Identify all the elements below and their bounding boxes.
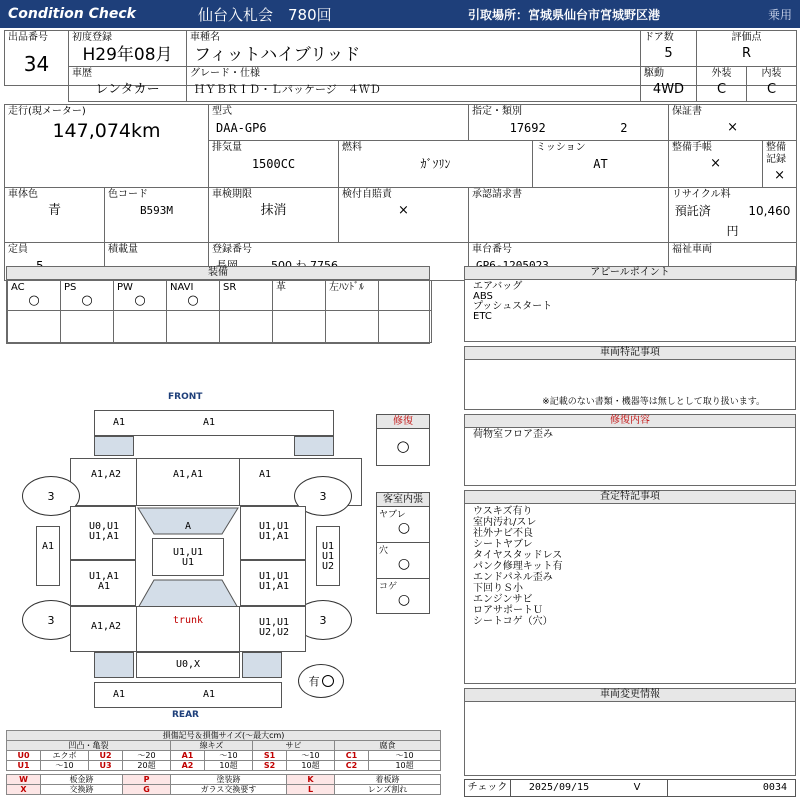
equip-label-ac: AC [11, 282, 25, 293]
equip-label-ps: PS [64, 282, 77, 293]
interior-cell [747, 67, 797, 102]
recycle-label: リサイクル料 [672, 189, 731, 200]
liability-value: × [398, 203, 409, 218]
manual-value: × [710, 156, 721, 171]
damage-diagram [0, 388, 460, 723]
label-hood-left: A1,A2 [90, 469, 122, 480]
displacement-value: 1500CC [251, 157, 296, 171]
label-rear-right-text: U1,U1 U2,U2 [258, 617, 290, 638]
equip-blank [167, 311, 220, 343]
label-rear-left: A1,A2 [90, 621, 122, 632]
interior-item-tear-value: ○ [397, 520, 411, 536]
class-value: 2 [620, 121, 628, 135]
inspection-value: 抹消 [260, 203, 287, 218]
type-cell [209, 105, 469, 141]
label-windshield: A [184, 521, 192, 532]
legend-mark-text: レンズ割れ [335, 785, 441, 795]
legend-mark-text: 板金跡 [41, 775, 123, 785]
type-label: 型式 [212, 106, 232, 117]
front-right-shade [294, 436, 334, 456]
assessment-line: ロアサポートＵ [473, 605, 543, 616]
check-number: 0034 [762, 782, 787, 793]
label-side-right [316, 542, 340, 572]
appeal-panel [464, 266, 796, 342]
plate-label: 登録番号 [212, 244, 252, 255]
appeal-title: アピールポイント [465, 267, 795, 280]
repair-content-line: 荷物室フロア歪み [473, 429, 553, 440]
color-code-cell [105, 188, 209, 243]
header-bar [0, 0, 800, 28]
designation-label: 指定・類別 [472, 106, 523, 117]
vehicle-type: 乗用 [768, 7, 793, 22]
rear-right-shade [242, 652, 282, 678]
equip-blank [326, 311, 379, 343]
label-fender-right [244, 522, 304, 542]
recycle-status: 預託済 [674, 204, 711, 218]
mission-label: ミッション [536, 142, 586, 153]
legend-group-scratch: 線キズ [171, 741, 253, 751]
rear-left-shade [94, 652, 134, 678]
assessment-line: 社外ナビ不良 [473, 528, 533, 539]
mileage-label: 走行(現メーター) [8, 106, 86, 117]
fuel-label: 燃料 [342, 142, 362, 153]
liability-label: 検付自賠責 [342, 189, 392, 200]
label-front-top-right: A1 [202, 417, 216, 428]
grade-score-value: R [741, 46, 752, 61]
legend-mark-code: X [7, 785, 41, 795]
legend-text: 〜10 [369, 751, 441, 761]
brand-title: Condition Check [8, 6, 136, 22]
spare-tire [298, 664, 344, 698]
repair-box-value: ○ [396, 437, 410, 455]
equipment-title: 装備 [7, 267, 429, 280]
assessment-line: エンドパネル歪み [473, 572, 553, 583]
equipment-table [7, 280, 432, 343]
type-value: DAA-GP6 [216, 121, 267, 135]
mileage-cell [5, 105, 209, 188]
trim-label: グレード・仕様 [190, 68, 260, 79]
legend-group-corrosion: 腐食 [335, 741, 441, 751]
wheel-front-left: 3 [22, 476, 80, 516]
legend-code: S2 [253, 761, 287, 771]
legend-code: A1 [171, 751, 205, 761]
label-door-left-text: U1,A1 A1 [88, 571, 120, 592]
designation-cell [469, 105, 669, 141]
legend-mark-code: G [123, 785, 171, 795]
assessment-line: エンジンサビ [473, 594, 533, 605]
legend-text: 〜20 [123, 751, 171, 761]
manual-label: 整備手帳 [672, 142, 713, 153]
equip-blank [220, 311, 273, 343]
designation-value: 17692 [509, 121, 546, 135]
legend-text: 〜10 [41, 761, 89, 771]
assessment-line: 室内汚れ/スレ [473, 517, 537, 528]
legend-code: C2 [335, 761, 369, 771]
equip-item-lhd [326, 281, 379, 311]
appeal-line: プッシュスタート [473, 301, 553, 312]
label-fender-left-text: U0,U1 U1,A1 [88, 521, 120, 542]
equip-item-sr [220, 281, 273, 311]
label-bumper-left: A1 [112, 689, 126, 700]
special-note: ※記載のない書類・機器等は無しとして取り扱います。 [542, 397, 765, 407]
legend-mark-code: K [287, 775, 335, 785]
inspection-label: 車検期限 [212, 189, 252, 200]
mission-value: AT [593, 157, 608, 171]
interior-item-burn-value: ○ [397, 592, 411, 608]
rear-window-shape [138, 580, 238, 608]
check-label: チェック [465, 780, 511, 796]
legend-code: C1 [335, 751, 369, 761]
interior-item-burn [377, 579, 429, 613]
label-hood-center: A1,A1 [172, 469, 204, 480]
recycle-value: 10,460円 [726, 204, 791, 238]
rear-label: REAR [172, 710, 199, 720]
legend-mark-text: 塗装跡 [171, 775, 287, 785]
assessment-line: ウスキズ有り [473, 506, 533, 517]
legend-mark-code: W [7, 775, 41, 785]
load-label: 積載量 [108, 244, 138, 255]
repair-box [376, 414, 430, 466]
designation-values [472, 118, 665, 138]
model-name-value: フィットハイブリッド [194, 45, 361, 65]
label-side-right-text: U1 U1 U2 [321, 541, 335, 572]
legend-mark-text: 着板跡 [335, 775, 441, 785]
legend-text: エクボ [41, 751, 89, 761]
exterior-value: C [716, 82, 727, 97]
legend-mark-text: ガラス交換要す [171, 785, 287, 795]
interior-box [376, 492, 430, 614]
appeal-line: ETC [473, 311, 492, 322]
interior-item-hole [377, 543, 429, 579]
label-door-left [74, 572, 134, 592]
label-rear-right [244, 618, 304, 638]
history-label: 車歴 [72, 68, 92, 79]
legend-code: S1 [253, 751, 287, 761]
lot-value: 34 [23, 52, 50, 76]
spare-wheel-icon [322, 675, 334, 687]
record-label: 整備記録 [766, 142, 787, 165]
repair-content-lines [465, 428, 795, 442]
displacement-cell [209, 141, 339, 188]
change-info-panel [464, 688, 796, 776]
color-code-label: 色コード [108, 189, 148, 200]
interior-value: C [766, 82, 777, 97]
fuel-cell [339, 141, 533, 188]
equip-label-pw: PW [117, 282, 133, 293]
assessment-line: 下回りＳ小 [473, 583, 523, 594]
recycle-cell [669, 188, 797, 243]
legend-mark-code: L [287, 785, 335, 795]
liability-cell [339, 188, 469, 243]
first-reg-value: H29年08月 [82, 45, 173, 65]
interior-item-hole-label: 穴 [379, 546, 389, 556]
manual-cell [669, 141, 763, 188]
legend-text: 10超 [369, 761, 441, 771]
recycle-values [672, 201, 793, 241]
welfare-label: 福祉車両 [672, 244, 713, 255]
legend-text: 10超 [205, 761, 253, 771]
first-reg-label: 初度登録 [72, 32, 112, 43]
lot-cell [5, 31, 69, 86]
color-label: 車体色 [8, 189, 38, 200]
interior-item-tear-label: ヤブレ [379, 510, 406, 520]
front-left-shade [94, 436, 134, 456]
spare-label: 有 [308, 675, 320, 688]
label-rear-center: U0,X [175, 659, 201, 670]
legend-code: U0 [7, 751, 41, 761]
special-panel [464, 346, 796, 410]
legend-text: 〜10 [205, 751, 253, 761]
equip-blank [114, 311, 167, 343]
trim-value: ＨＹＢＲＩＤ・Ｌパッケージ ４ＷＤ [194, 83, 381, 96]
mission-cell [533, 141, 669, 188]
color-code-value: B593M [139, 204, 174, 217]
mileage-value: 147,074km [52, 120, 161, 142]
legend-group-rust: サビ [253, 741, 335, 751]
check-spacer [667, 780, 727, 796]
legend-group-dent: 凹凸・亀裂 [7, 741, 171, 751]
equip-item-leather [273, 281, 326, 311]
equip-value-ps: ○ [81, 293, 93, 308]
side-panel-left [36, 526, 60, 586]
legend-code: A2 [171, 761, 205, 771]
label-roof-text: U1,U1 U1 [172, 547, 204, 568]
label-bumper-right: A1 [202, 689, 216, 700]
label-front-top-left: A1 [112, 417, 126, 428]
front-label: FRONT [168, 392, 203, 402]
doors-label: ドア数 [644, 32, 674, 43]
pickup-location: 引取場所：宮城県仙台市宮城野区港 [468, 7, 661, 22]
equip-item-ps [61, 281, 114, 311]
drive-label: 駆動 [644, 68, 664, 79]
warranty-value: × [727, 120, 738, 135]
interior-item-tear [377, 507, 429, 543]
history-cell [69, 67, 187, 102]
label-fender-left [74, 522, 134, 542]
repair-content-title: 修復内容 [465, 415, 795, 428]
warranty-label: 保証書 [672, 106, 703, 117]
wheel-front-right: 3 [294, 476, 352, 516]
equip-item-pw [114, 281, 167, 311]
equip-label-lhd: 左ﾊﾝﾄﾞﾙ [329, 282, 364, 293]
legend-code: U3 [89, 761, 123, 771]
equip-label-sr: SR [223, 282, 237, 293]
appeal-lines [465, 280, 795, 324]
label-hood-right: A1 [258, 469, 272, 480]
label-trunk: trunk [172, 615, 204, 626]
legend-title: 損傷記号＆損傷サイズ(〜最大cm) [7, 731, 441, 741]
equip-item-empty [379, 281, 432, 311]
assessment-line: タイヤスタッドレス [473, 550, 563, 561]
check-footer [464, 779, 796, 797]
grade-score-label: 評価点 [731, 32, 762, 43]
interior-item-hole-value: ○ [397, 556, 411, 572]
repair-box-title: 修復 [377, 415, 429, 429]
legend-text: 10超 [287, 761, 335, 771]
interior-item-burn-label: コゲ [379, 582, 398, 592]
exterior-label: 外装 [711, 68, 732, 79]
inspection-cell [209, 188, 339, 243]
legend-code: U1 [7, 761, 41, 771]
displacement-label: 排気量 [212, 142, 242, 153]
exterior-cell [697, 67, 747, 102]
change-info-title: 車両変更情報 [465, 689, 795, 702]
drive-cell [641, 67, 697, 102]
legend-code: U2 [89, 751, 123, 761]
equip-label-leather: 革 [276, 282, 286, 293]
fuel-value: ｶﾞｿﾘﾝ [420, 157, 451, 171]
legend-text: 〜10 [287, 751, 335, 761]
equip-value-ac: ○ [28, 293, 40, 308]
chassis-label: 車台番号 [472, 244, 513, 255]
lot-label: 出品番号 [8, 32, 48, 43]
legend-mark-text: 交換跡 [41, 785, 123, 795]
legend-mark-code: P [123, 775, 171, 785]
label-fender-right-text: U1,U1 U1,A1 [258, 521, 290, 542]
wheel-rear-left: 3 [22, 600, 80, 640]
label-side-left: A1 [41, 541, 55, 552]
appeal-line: ABS [473, 291, 493, 302]
doors-value: 5 [664, 46, 673, 61]
warranty-cell [669, 105, 797, 141]
approval-cell [469, 188, 669, 243]
equip-blank [8, 311, 61, 343]
equip-value-pw: ○ [134, 293, 146, 308]
record-value: × [774, 168, 785, 183]
spec-table [4, 104, 797, 281]
equipment-panel [6, 266, 430, 344]
color-cell [5, 188, 105, 243]
trim-cell [187, 67, 641, 102]
assessment-title: 査定特記事項 [465, 491, 795, 504]
label-roof [160, 548, 216, 568]
legend-text: 20超 [123, 761, 171, 771]
equip-value-navi: ○ [187, 293, 199, 308]
equip-blank [61, 311, 114, 343]
special-title: 車両特記事項 [465, 347, 795, 360]
legend-table [6, 730, 441, 795]
drive-value: 4WD [652, 82, 685, 97]
hood-center [136, 458, 240, 506]
equip-item-ac [8, 281, 61, 311]
model-name-label: 車種名 [190, 32, 220, 43]
vehicle-info-table-row2 [68, 66, 797, 102]
appeal-line: エアバッグ [473, 281, 523, 292]
assessment-line: シートヤブレ [473, 539, 533, 550]
capacity-label: 定員 [8, 244, 28, 255]
record-cell [763, 141, 797, 188]
equip-item-navi [167, 281, 220, 311]
interior-box-title: 客室内張 [377, 493, 429, 507]
check-date: 2025/09/15 [528, 782, 590, 793]
interior-label: 内装 [761, 68, 782, 79]
assessment-panel [464, 490, 796, 684]
repair-content-panel [464, 414, 796, 486]
label-door-right-text: U1,U1 U1,A1 [258, 571, 290, 592]
label-door-right [244, 572, 304, 592]
trunk-area [136, 606, 240, 652]
equip-blank [379, 311, 432, 343]
assessment-line: パンク修理キット有 [473, 561, 563, 572]
equip-label-navi: NAVI [170, 282, 194, 293]
approval-label: 承認請求書 [472, 189, 523, 200]
color-value: 青 [47, 203, 61, 218]
auction-title: 仙台入札会 780回 [198, 5, 332, 24]
assessment-line: シートコゲ（穴） [473, 616, 553, 627]
wheel-rear-right: 3 [294, 600, 352, 640]
history-value: レンタカー [95, 82, 160, 97]
check-mark: V [633, 782, 641, 793]
equip-blank [273, 311, 326, 343]
assessment-lines [465, 504, 795, 629]
